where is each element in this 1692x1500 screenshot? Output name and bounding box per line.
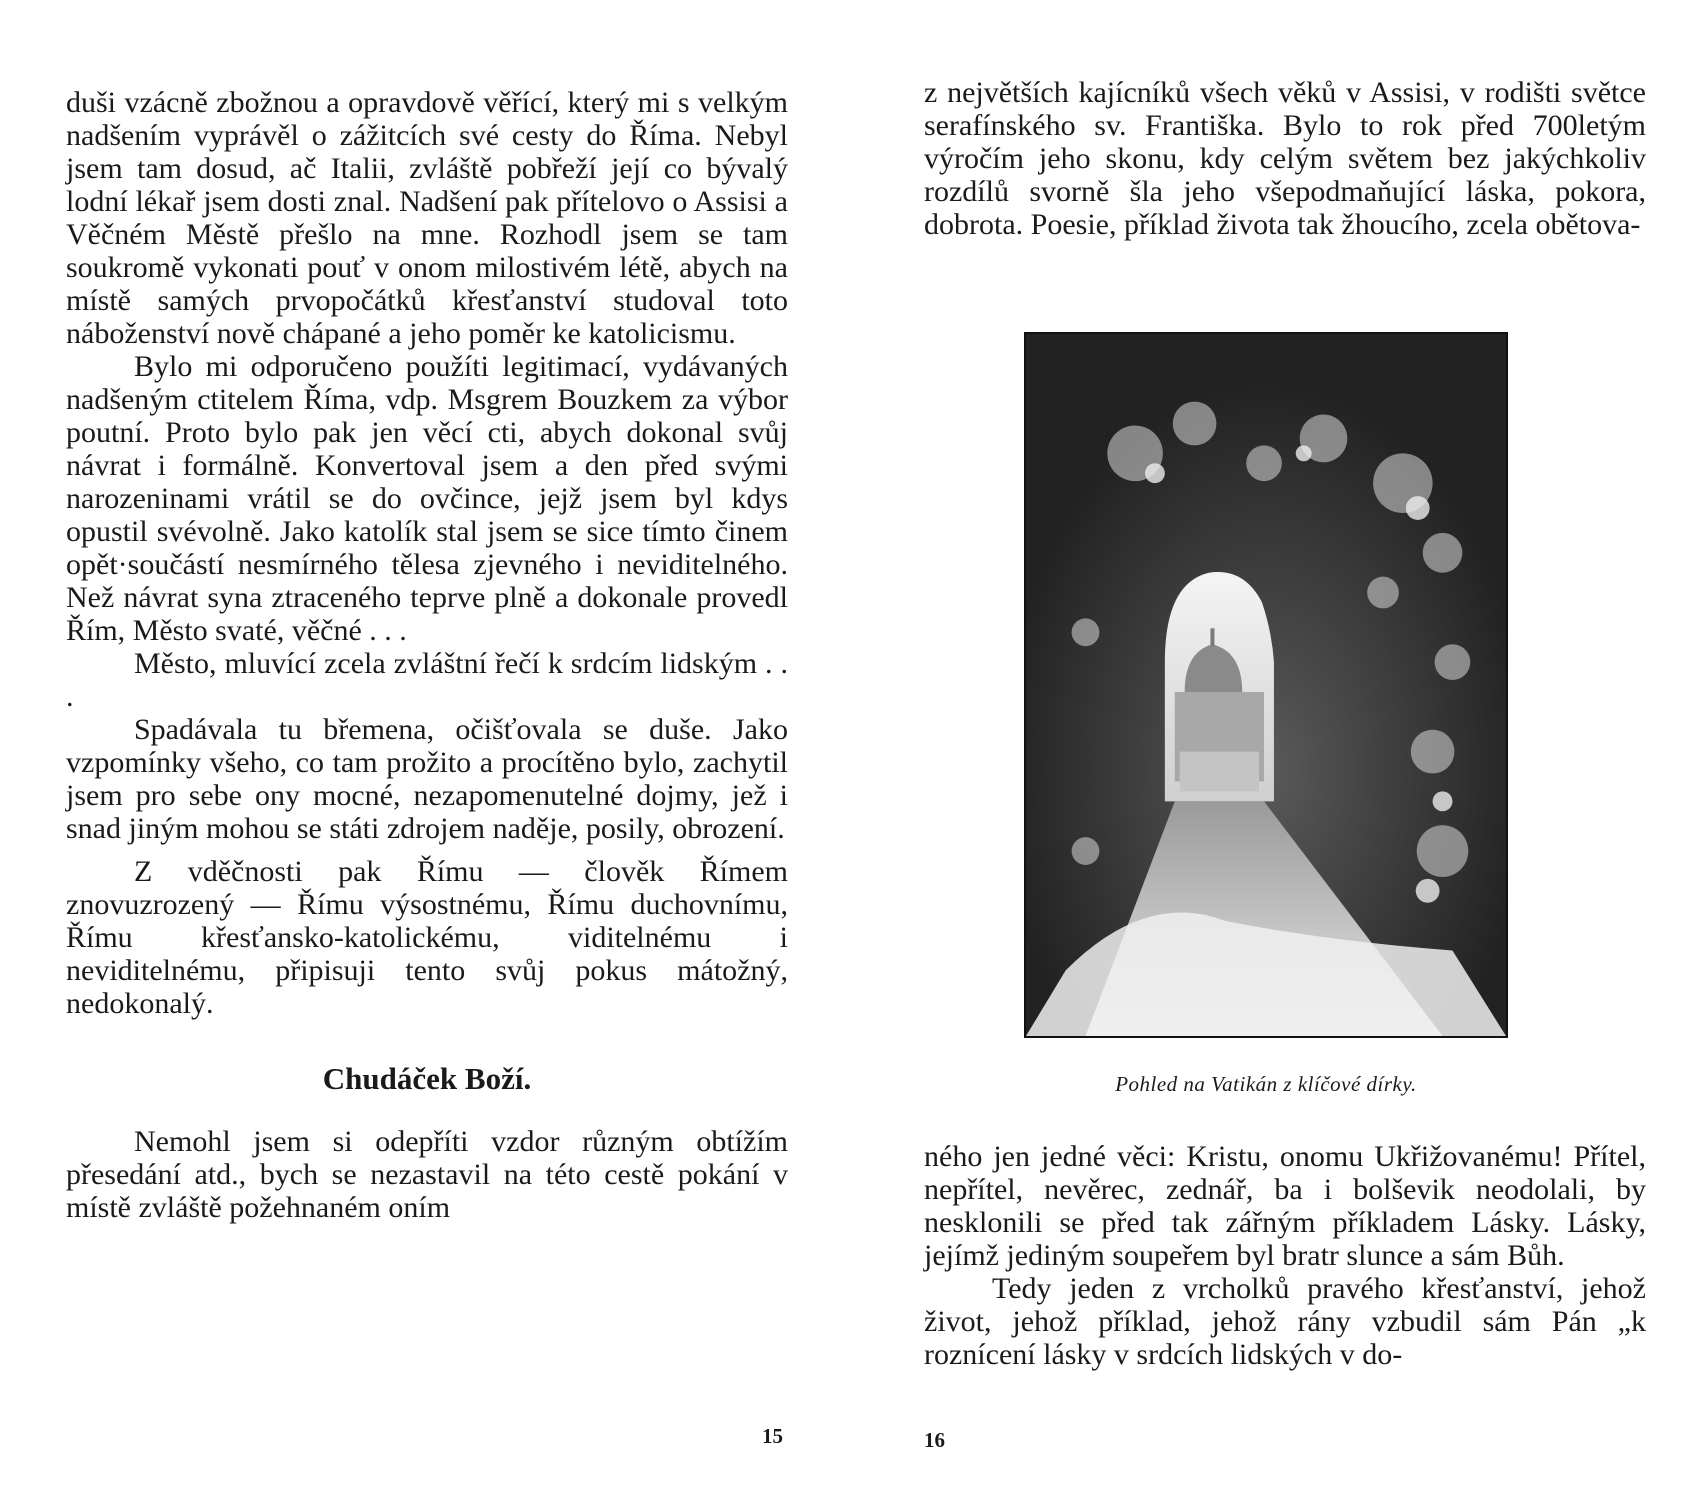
paragraph: Nemohl jsem si odepříti vzdor různým obtížím přesedání atd., bych se nezastavil na této cestě pokání v místě zvláště požehnaném oním xyxy=(66,1125,788,1224)
right-page-bottom-text xyxy=(924,1140,1646,1371)
paragraph: Tedy jeden z vrcholků pravého křesťanství, jehož život, jehož příklad, jehož rány vzbudil sám Pán „k roznícení lásky v srdcích lidských v do- xyxy=(924,1272,1646,1371)
paragraph: ného jen jedné věci: Kristu, onomu Ukřižovanému! Přítel, nepřítel, nevěrec, zednář, ba i bolševik neodolali, by nesklonili se před tak zářným příkladem Lásky. Lásky, jejímž jediným soupeřem byl bratr slunce a sám Bůh. xyxy=(924,1140,1646,1272)
paragraph: Spadávala tu břemena, očišťovala se duše. Jako vzpomínky všeho, co tam prožito a procítěno bylo, zachytil jsem pro sebe ony mocné, nezapomenutelné dojmy, jež i snad jiným mohou se státi zdrojem naděje, posily, obrození. xyxy=(66,713,788,845)
right-page xyxy=(846,0,1692,1500)
paragraph: Bylo mi odporučeno použíti legitimací, vydávaných nadšeným ctitelem Říma, vdp. Msgrem Bouzkem za výbor poutní. Proto bylo pak jen věcí cti, abych dokonal svůj návrat i formálně. Konvertoval jsem a den před svými narozeninami vrátil se do ovčince, jejž jsem byl kdys opustil svévolně. Jako katolík stal jsem se sice tímto činem opět·součástí nesmírného tělesa zjevného i neviditelného. Než návrat syna ztraceného teprve plně a dokonale provedl Řím, Město svaté, věčné . . . xyxy=(66,350,788,647)
page-number: 16 xyxy=(924,1428,945,1452)
vatican-keyhole-photo xyxy=(1024,332,1508,1038)
page-number: 15 xyxy=(762,1424,783,1448)
paragraph: Z vděčnosti pak Římu — člověk Římem znovuzrozený — Římu výsostnému, Římu duchovnímu, Římu křesťansko-katolickému, viditelnému i neviditelnému, připisuji tento svůj pokus mátožný, nedokonalý. xyxy=(66,855,788,1020)
paragraph: z největších kajícníků všech věků v Assisi, v rodišti světce serafínského sv. Františka. Bylo to rok před 700letým výročím jeho skonu, kdy celým světem bez jakýchkoliv rozdílů svorně šla jeho všepodmaňující láska, pokora, dobrota. Poesie, příklad života tak žhoucího, zcela obětova- xyxy=(924,76,1646,241)
paragraph: duši vzácně zbožnou a opravdově věřící, který mi s velkým nadšením vyprávěl o zážitcích své cesty do Říma. Nebyl jsem tam dosud, ač Italii, zvláště pobřeží její co bývalý lodní lékař jsem dosti znal. Nadšení pak přítelovo o Assisi a Věčném Městě přešlo na mne. Rozhodl jsem se tam soukromě vykonati pouť v onom milostivém létě, abych na místě samých prvopočátků křesťanství studoval toto náboženství nově chápané a jeho poměr ke katolicismu. xyxy=(66,86,788,350)
left-page-text xyxy=(66,86,788,1224)
figure-caption: Pohled na Vatikán z klíčové dírky. xyxy=(1115,1072,1417,1096)
section-heading: Chudáček Boží. xyxy=(322,1061,532,1096)
photo-illustration xyxy=(1026,334,1506,1036)
right-page-top-text xyxy=(924,76,1646,241)
paragraph: Město, mluvící zcela zvláštní řečí k srdcím lidským . . . xyxy=(66,647,788,713)
